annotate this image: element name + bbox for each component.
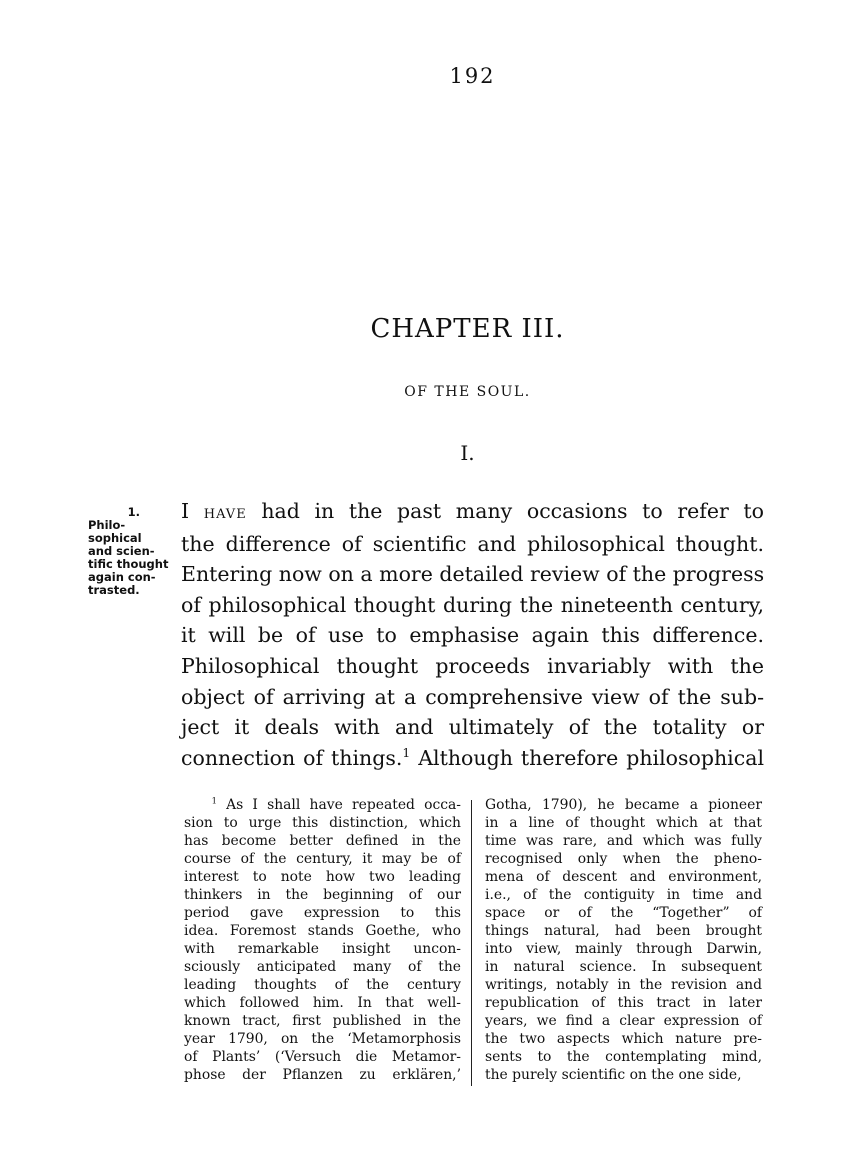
body-line: Entering now on a more detailed review of the progress [181,562,765,587]
section-numeral: I. [460,441,475,465]
footnote-line: idea. Foremost stands Goethe, who [184,923,461,939]
footnote-line: which followed him. In that well- [184,995,461,1011]
footnote-line: with remarkable insight uncon- [184,941,461,957]
footnote-line: time was rare, and which was fully [485,833,762,849]
body-initial: I [181,499,190,523]
footnote-line: course of the century, it may be of [184,851,461,867]
footnote-left-column [184,796,461,1084]
footnote-marker: 1 [211,795,217,806]
margin-note-line: and scien- [88,544,155,558]
footnote-line: period gave expression to this [184,905,461,921]
body-line: it will be of use to emphasise again this difference. [181,623,764,648]
body-line: connection of things.$^1$ Although therefore philosophical [181,745,764,770]
footnote-line: years, we find a clear expression of [485,1013,762,1029]
chapter-title: CHAPTER III. [370,314,565,344]
footnote-line: phose der Pflanzen zu erklären,’ [184,1067,461,1083]
footnote-line: sciously anticipated many of the [184,959,461,975]
body-paragraph [181,496,764,773]
footnote-line: writings, notably in the revision and [485,977,762,993]
margin-note-line: tific thought [88,557,169,571]
footnote-line: known tract, first published in the [184,1013,461,1029]
footnote-reference[interactable]: 1 [402,745,411,760]
footnote-line: interest to note how two leading [184,869,461,885]
body-line: Philosophical thought proceeds invariably with the [181,653,764,678]
margin-note [88,506,172,597]
body-line: I have had in the past many occasions to refer to [181,499,764,523]
margin-note-line: sophical [88,531,142,545]
footnote-line: Gotha, 1790), he became a pioneer [485,797,762,813]
footnote-line: year 1790, on the ‘Metamorphosis [184,1031,461,1047]
footnote-line: of Plants’ (‘Versuch die Metamor- [184,1049,461,1065]
body-line: the difference of scientific and philosophical thought. [181,531,764,556]
body-line: ject it deals with and ultimately of the totality or [181,715,764,740]
page-number: 192 [449,64,496,88]
footnote-right-column [485,796,762,1084]
footnote-line: the two aspects which nature pre- [485,1031,762,1047]
footnote-line: into view, mainly through Darwin, [485,941,762,957]
margin-note-line: Philo- [88,518,126,532]
footnote-line: $^1$ As I shall have repeated occa- [211,795,462,813]
body-line: of philosophical thought during the nineteenth century, [181,592,764,617]
footnote-line: recognised only when the pheno- [485,851,762,867]
footnote-line: in natural science. In subsequent [485,959,762,975]
margin-note-line: again con- [88,570,156,584]
footnote-line: i.e., of the contiguity in time and [485,887,762,903]
footnote-line: sents to the contemplating mind, [485,1049,762,1065]
chapter-subtitle: OF THE SOUL. [404,384,531,400]
footnote-line: thinkers in the beginning of our [184,887,461,903]
footnote-line: in a line of thought which at that [485,815,762,831]
footnote-line: the purely scientific on the one side, [485,1067,742,1083]
footnote-column-divider [471,800,472,1086]
footnote-line: sion to urge this distinction, which [184,815,461,831]
footnote-line: republication of this tract in later [485,995,762,1011]
body-line: object of arriving at a comprehensive view of the sub- [181,684,764,709]
footnote-line: leading thoughts of the century [184,977,461,993]
footnote-line: has become better defined in the [184,833,461,849]
body-first-word: have [203,502,247,523]
footnote-line: space or of the “Together” of [485,905,762,921]
margin-note-number: 1. [127,505,140,519]
footnote-line: things natural, had been brought [485,923,762,939]
margin-note-line: trasted. [88,583,140,597]
footnote-line: mena of descent and environment, [485,869,762,885]
